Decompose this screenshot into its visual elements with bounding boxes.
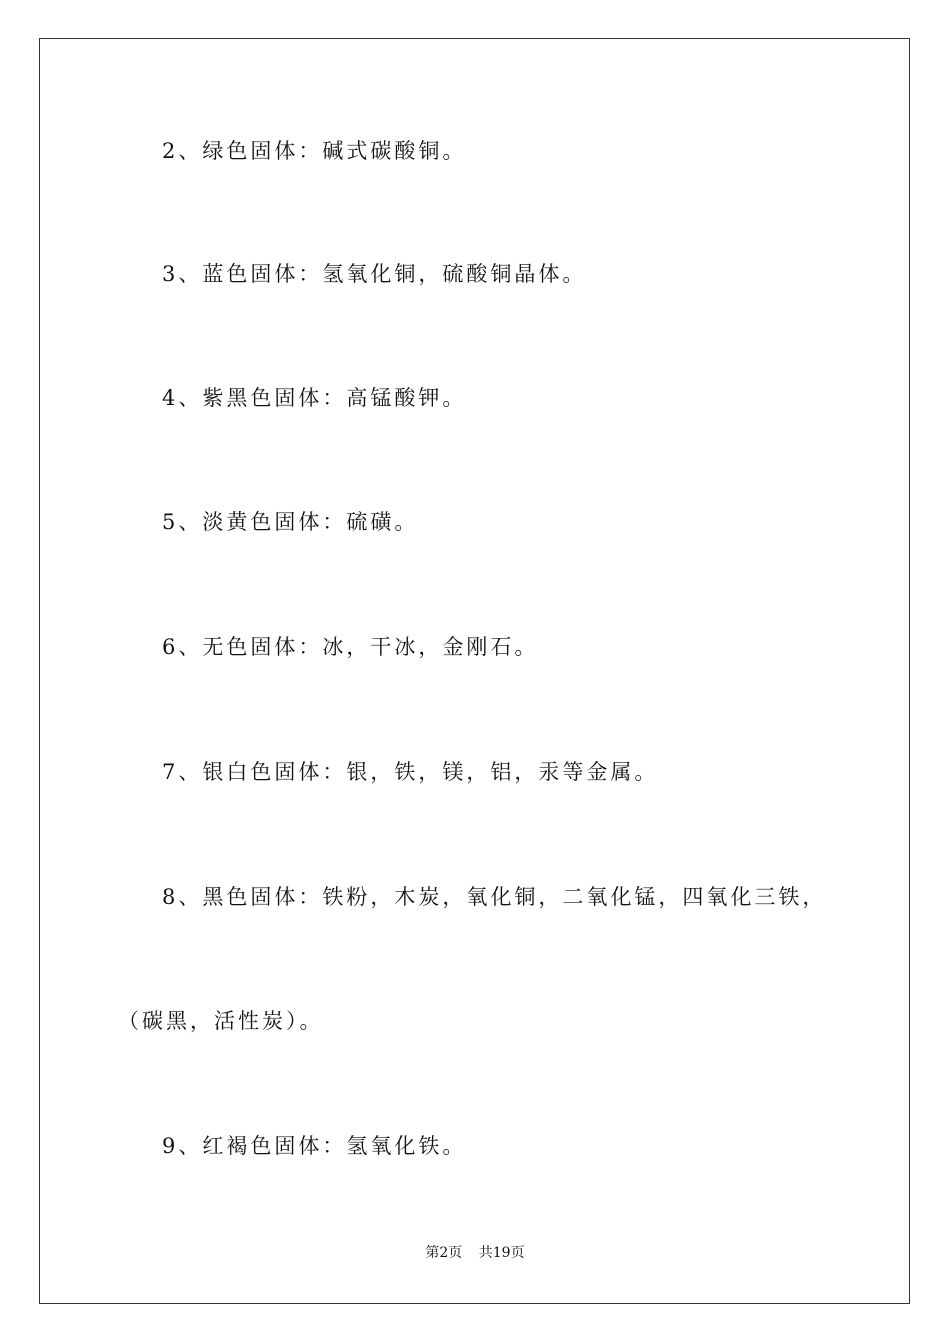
text-line: 4、紫黑色固体：高锰酸钾。 <box>162 386 467 410</box>
text-line: 9、红褐色固体：氢氧化铁。 <box>162 1134 467 1158</box>
text-line: （碳黑，活性炭）。 <box>118 1009 324 1033</box>
text-line: 8、黑色固体：铁粉，木炭，氧化铜，二氧化锰，四氧化三铁， <box>162 885 827 909</box>
page-total: 共19页 <box>478 1245 525 1261</box>
page-footer <box>0 1243 950 1263</box>
page-number: 第2页 <box>425 1245 463 1261</box>
text-line: 2、绿色固体：碱式碳酸铜。 <box>162 139 467 163</box>
text-line: 6、无色固体：冰，干冰，金刚石。 <box>162 635 539 659</box>
text-line: 7、银白色固体：银，铁，镁，铝，汞等金属。 <box>162 760 659 784</box>
text-line: 5、淡黄色固体：硫磺。 <box>162 510 419 534</box>
text-line: 3、蓝色固体：氢氧化铜，硫酸铜晶体。 <box>162 262 587 286</box>
page-border <box>39 38 910 1304</box>
